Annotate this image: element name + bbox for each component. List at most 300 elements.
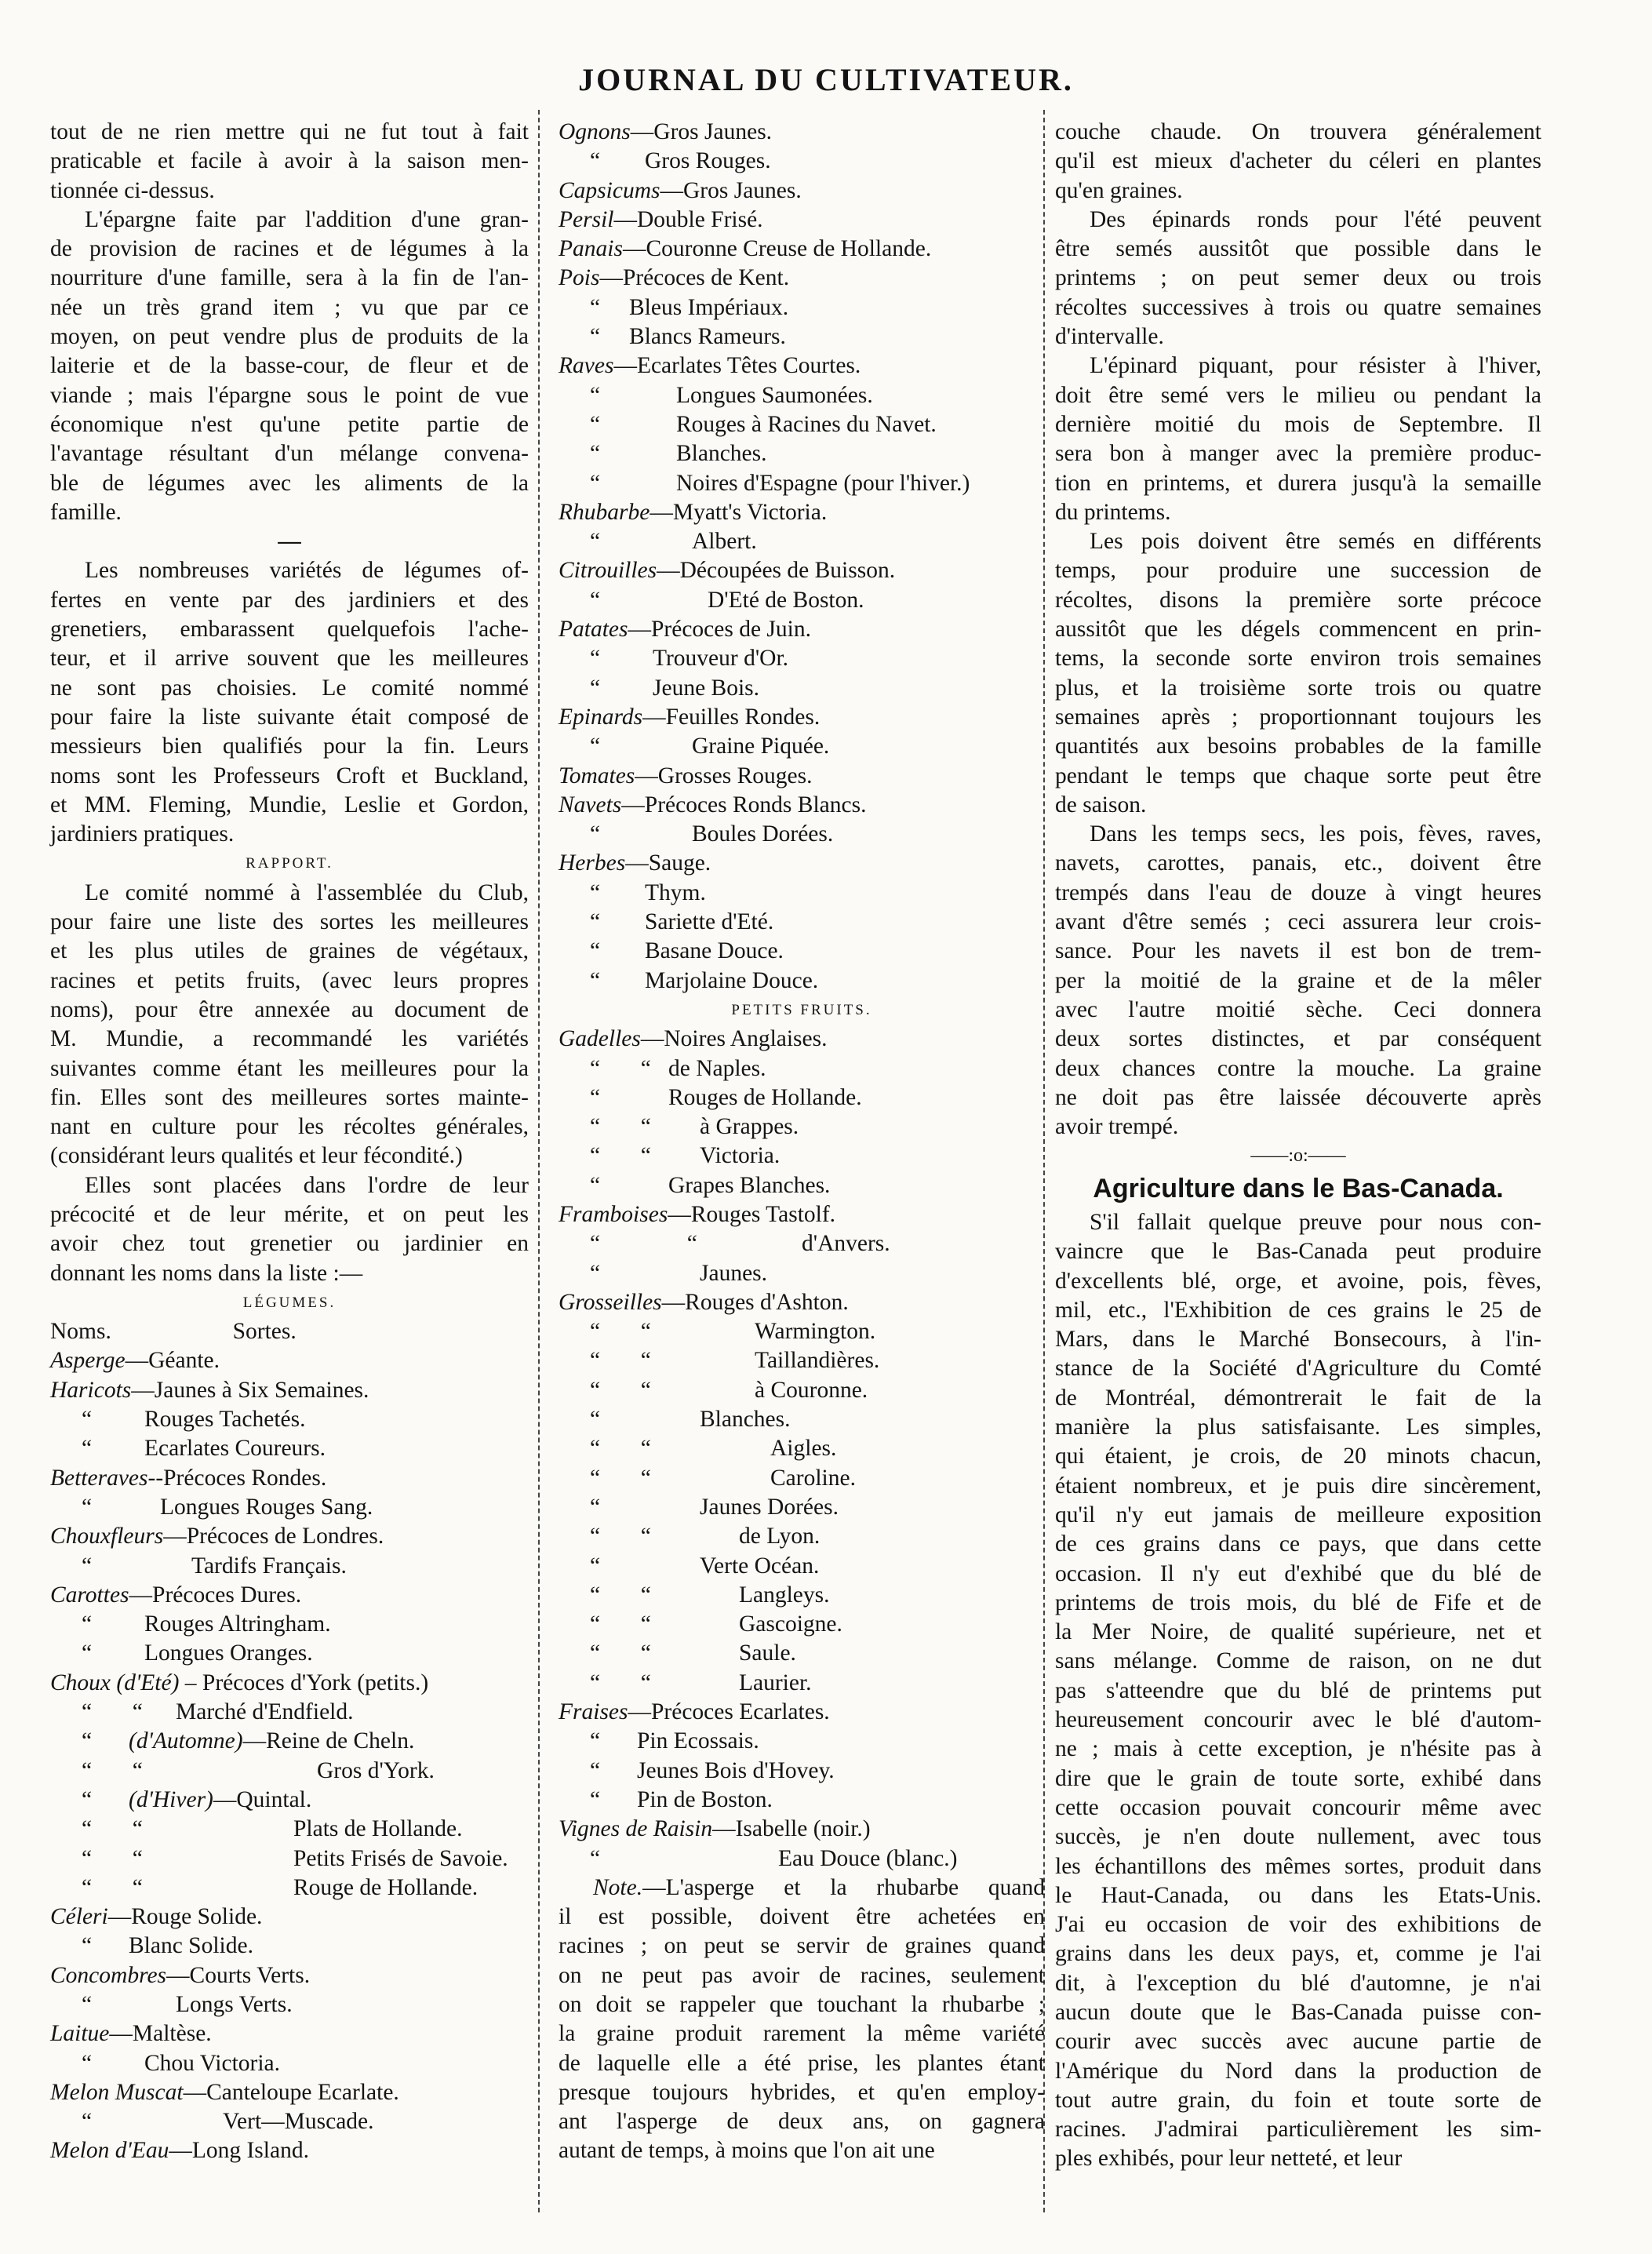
variety-sorts: —Maltèse. — [109, 2021, 212, 2047]
text-line: étaient nombreux, et je puis dire sincèrement, — [1055, 1473, 1541, 1498]
sub-variety-name: (d'Hiver) — [129, 1786, 213, 1812]
list-item — [559, 498, 1045, 527]
ditto-mark: “ — [82, 1728, 93, 1754]
note-label: Note. — [593, 1874, 643, 1900]
ditto-mark: “ — [590, 1757, 601, 1783]
variety-name: Chouxfleurs — [50, 1524, 164, 1549]
list-item — [559, 556, 1045, 585]
ditto-mark: “ — [82, 1553, 93, 1579]
note-text: de laquelle elle a été prise, les plantes étant — [559, 2050, 1045, 2076]
variety-sorts: Verte Océan. — [700, 1553, 820, 1579]
fruit-list — [559, 1025, 1045, 1873]
text-line: nourriture d'une famille, sera à la fin de l'an- — [50, 265, 529, 291]
list-item — [559, 177, 1045, 206]
variety-sorts: —Précoces de Kent. — [599, 265, 790, 291]
variety-sorts: Gascoigne. — [739, 1611, 842, 1637]
list-item — [50, 1346, 529, 1375]
text-line: récoltes, disons la première sorte précoce — [1055, 587, 1541, 613]
text-line: Les pois doivent être semés en différents — [1090, 529, 1541, 555]
text-line: plus, et la troisième sorte trois ou quatre — [1055, 675, 1541, 701]
paragraph — [1055, 351, 1541, 527]
list-item — [559, 351, 1045, 381]
text-line: tion en printems, et durera jusqu'à la semaille — [1055, 470, 1541, 496]
text-line: printems de trois mois, du blé de Fife et de — [1055, 1589, 1541, 1615]
seed-list — [559, 118, 1045, 996]
text-line: avoir trempé. — [1055, 1114, 1179, 1140]
variety-sorts: Jeunes Bois d'Hovey. — [637, 1757, 835, 1783]
list-item — [559, 439, 1045, 468]
ditto-mark: “ “ — [82, 1757, 143, 1783]
list-item — [559, 1464, 1045, 1493]
text-line — [559, 2136, 1045, 2165]
ditto-mark: “ — [590, 587, 601, 613]
list-item — [559, 1025, 1045, 1054]
text-line: Le comité nommé à l'assemblée du Club, — [85, 879, 529, 905]
variety-sorts: —Précoces de Juin. — [628, 617, 811, 643]
text-line: avec l'autre moitié sèche. Ceci donnera — [1055, 996, 1541, 1022]
text-line: nant en culture pour les récoltes générales, — [50, 1114, 529, 1140]
variety-name: Fraises — [559, 1699, 628, 1725]
list-item — [50, 1493, 529, 1522]
text-line: dire que le grain de toute sorte, exhibé dans — [1055, 1765, 1541, 1791]
list-item — [559, 1581, 1045, 1610]
text-line: tout autre grain, du foin et toute sorte de — [1055, 2087, 1541, 2113]
list-item — [559, 674, 1045, 703]
variety-name: Concombres — [50, 1962, 167, 1988]
text-line: S'il fallait quelque preuve pour nous con- — [1090, 1209, 1541, 1235]
text-line: les échantillons des mêmes sortes, produit dans — [1055, 1853, 1541, 1879]
list-item — [559, 1171, 1045, 1200]
ditto-mark: “ — [590, 1260, 601, 1286]
column-1 — [50, 118, 529, 2166]
ditto-mark: “ “ — [590, 1582, 651, 1608]
list-item — [559, 937, 1045, 966]
variety-name: Capsicums — [559, 177, 660, 203]
paragraph — [50, 1171, 529, 1288]
sub-variety-name: (d'Automne) — [129, 1728, 243, 1754]
column-rule — [538, 110, 540, 2212]
list-item — [50, 2049, 529, 2078]
list-item — [50, 1844, 529, 1873]
variety-sorts: —Couronne Creuse de Hollande. — [622, 236, 932, 262]
variety-sorts: Noires d'Espagne (pour l'hiver.) — [676, 470, 970, 496]
list-item — [559, 1288, 1045, 1317]
variety-sorts: Marché d'Endfield. — [176, 1699, 354, 1725]
ditto-mark: “ — [82, 1407, 93, 1433]
list-item — [559, 1200, 1045, 1229]
list-item — [559, 1317, 1045, 1346]
ditto-mark: “ — [590, 148, 601, 174]
ornament: ——:o:—— — [1250, 1145, 1346, 1167]
section-heading: RAPPORT. — [246, 855, 333, 872]
variety-sorts: —Quintal. — [213, 1786, 312, 1812]
column-2 — [559, 118, 1045, 2166]
list-item — [559, 1229, 1045, 1258]
ditto-mark: “ “ — [82, 1699, 143, 1725]
paragraph — [1055, 527, 1541, 820]
variety-name: Haricots — [50, 1377, 132, 1403]
text-line: ble de légumes avec les aliments de la — [50, 470, 529, 496]
list-item — [559, 1376, 1045, 1405]
text-line: fin. Elles sont des meilleures sortes mainte- — [50, 1084, 529, 1110]
variety-sorts: Blancs Rameurs. — [629, 324, 786, 350]
text-line: qu'il n'y eut jamais de meilleure exposition — [1055, 1502, 1541, 1528]
list-item — [559, 1552, 1045, 1581]
ditto-mark: “ “ — [82, 1874, 143, 1900]
text-line: racines et petits fruits, (avec leurs propres — [50, 967, 529, 993]
variety-sorts: Longs Verts. — [176, 1992, 293, 2017]
variety-sorts: Bleus Impériaux. — [629, 294, 789, 320]
ditto-mark: “ — [590, 909, 601, 935]
text-line: dernière moitié du mois de Septembre. Il — [1055, 411, 1541, 437]
text-line: sance. Pour les navets il est bon de trem- — [1055, 938, 1541, 964]
ditto-mark: “ — [82, 1611, 93, 1637]
variety-sorts: Rouges Altringham. — [144, 1611, 331, 1637]
paragraph — [50, 118, 529, 206]
list-item — [50, 1698, 529, 1727]
text-line: stance de la Société d'Agriculture du Comté — [1055, 1356, 1541, 1382]
note-text: on doit se rappeler que touchant la rhubarbe ; — [559, 1992, 1045, 2017]
variety-sorts: —Précoces Ecarlates. — [628, 1699, 830, 1725]
paragraph — [1055, 1208, 1541, 2174]
list-item — [50, 1961, 529, 1990]
variety-sorts: Blanc Solide. — [129, 1933, 253, 1959]
variety-sorts: Jaunes Dorées. — [700, 1494, 839, 1520]
text-line: d'intervalle. — [1055, 324, 1164, 350]
variety-name: Navets — [559, 792, 622, 817]
seed-list — [50, 1346, 529, 2165]
note-text: —L'asperge et la rhubarbe quand — [642, 1874, 1045, 1900]
list-item — [50, 1903, 529, 1932]
ditto-mark: “ — [82, 1786, 93, 1812]
ditto-mark: “ — [590, 967, 601, 993]
ditto-mark: “ — [590, 1407, 601, 1433]
variety-sorts: Saule. — [739, 1640, 796, 1666]
paragraph — [50, 879, 529, 1171]
text-line: (considérant leurs qualités et leur fécondité.) — [50, 1143, 463, 1169]
list-item — [559, 1142, 1045, 1171]
text-line: née un très grand item ; vu que par ce — [50, 294, 529, 320]
variety-name: Ognons — [559, 119, 631, 144]
text-line: teur, et il arrive souvent que les meilleures — [50, 646, 529, 672]
list-item — [50, 2019, 529, 2048]
list-item — [50, 1522, 529, 1551]
text-line: moyen, on peut vendre plus de produits de la — [50, 324, 529, 350]
list-item — [559, 615, 1045, 644]
list-item — [50, 1376, 529, 1405]
list-header — [50, 1317, 529, 1346]
list-item — [50, 1552, 529, 1581]
text-line: Les nombreuses variétés de légumes of- — [85, 558, 529, 584]
variety-sorts: Boules Dorées. — [692, 821, 834, 847]
list-item — [50, 1434, 529, 1463]
variety-sorts: —Feuilles Rondes. — [642, 704, 821, 730]
text-line: donnant les noms dans la liste :— — [50, 1260, 363, 1286]
ditto-mark: “ — [590, 646, 601, 672]
list-item — [559, 879, 1045, 908]
text-line: et les plus utiles de graines de végétaux, — [50, 938, 529, 964]
ditto-mark: “ — [590, 821, 601, 847]
page-masthead: JOURNAL DU CULTIVATEUR. — [578, 62, 1074, 97]
text-line: fertes en vente par des jardiniers et des — [50, 587, 529, 613]
variety-sorts: —Noires Anglaises. — [640, 1026, 828, 1052]
ditto-mark: “ — [82, 2050, 93, 2076]
ditto-mark: “ — [590, 1728, 601, 1754]
list-item — [559, 1610, 1045, 1639]
list-item — [559, 235, 1045, 264]
variety-name: Melon Muscat — [50, 2079, 184, 2105]
list-item — [50, 1815, 529, 1844]
list-item — [559, 293, 1045, 322]
list-item — [50, 1581, 529, 1610]
text-line: suivantes comme étant les meilleures pour la — [50, 1055, 529, 1081]
ditto-mark: “ “ — [82, 1816, 143, 1842]
text-line — [559, 1961, 1045, 1990]
list-item — [559, 849, 1045, 878]
list-item — [559, 791, 1045, 820]
list-item — [559, 1434, 1045, 1463]
ditto-mark: “ — [590, 441, 601, 467]
text-line: manière la plus satisfaisante. Les simples, — [1055, 1415, 1541, 1440]
list-item — [559, 1346, 1045, 1375]
ditto-mark: “ “ — [590, 1436, 651, 1462]
text-line: L'épinard piquant, pour résister à l'hiver, — [1090, 353, 1541, 379]
variety-sorts: —Double Frisé. — [613, 206, 763, 232]
text-line — [559, 2049, 1045, 2078]
text-line: économique n'est qu'une petite partie de — [50, 411, 529, 437]
section-heading: PETITS FRUITS. — [731, 1001, 872, 1018]
variety-name: Céleri — [50, 1904, 108, 1930]
note-text: ant l'asperge de deux ans, on gagnera — [559, 2109, 1045, 2135]
variety-name: Framboises — [559, 1201, 668, 1227]
text-line: viande ; mais l'épargne sous le point de vue — [50, 382, 529, 408]
variety-sorts: Plats de Hollande. — [293, 1816, 463, 1842]
text-line: précocité et de leur mérite, et on peut les — [50, 1201, 529, 1227]
paragraph — [1055, 206, 1541, 351]
variety-sorts: --Précoces Rondes. — [147, 1465, 327, 1491]
variety-sorts: Chou Victoria. — [144, 2050, 281, 2076]
variety-name: Gadelles — [559, 1026, 641, 1052]
variety-name: Patates — [559, 617, 628, 643]
variety-sorts: —Précoces de Londres. — [163, 1524, 384, 1549]
text-line: sans mélange. Comme de raison, on ne dut — [1055, 1648, 1541, 1674]
variety-sorts: D'Eté de Boston. — [708, 587, 864, 613]
variety-sorts: Taillandières. — [755, 1348, 880, 1374]
variety-name: Pois — [559, 265, 600, 291]
variety-sorts: Warmington. — [755, 1319, 876, 1345]
variety-sorts: – Précoces d'York (petits.) — [179, 1670, 429, 1695]
text-line: succès, je n'en doute nullement, avec tous — [1055, 1824, 1541, 1850]
text-line: dit, à l'exception du blé d'automne, je n'ai — [1055, 1970, 1541, 1996]
text-line: aucun doute que le Bas-Canada puisse con- — [1055, 2000, 1541, 2025]
list-item — [559, 1844, 1045, 1873]
ditto-mark: “ — [590, 879, 601, 905]
list-item — [50, 1757, 529, 1786]
text-line: mil, etc., l'Exhibition de ces grains le 25 de — [1055, 1297, 1541, 1323]
note-text: racines ; on peut se servir de graines quand — [559, 1933, 1045, 1959]
text-line: couche chaude. On trouvera généralement — [1055, 119, 1541, 144]
variety-sorts: Trouveur d'Or. — [653, 646, 789, 672]
list-item — [559, 1786, 1045, 1815]
variety-sorts: —Rouge Solide. — [107, 1904, 263, 1930]
text-line: Dans les temps secs, les pois, fèves, raves, — [1090, 821, 1541, 847]
text-line: l'Amérique du Nord dans la production de — [1055, 2058, 1541, 2084]
variety-name: Grosseilles — [559, 1289, 662, 1315]
text-line: navets, carottes, panais, etc., doivent être — [1055, 850, 1541, 876]
text-line — [559, 2078, 1045, 2107]
list-item — [50, 1932, 529, 1961]
text-line: être semés aussitôt que possible dans le — [1055, 236, 1541, 262]
variety-sorts: —Reine de Cheln. — [242, 1728, 415, 1754]
list-item — [50, 2107, 529, 2136]
variety-sorts: Rouge de Hollande. — [293, 1874, 478, 1900]
list-item — [559, 1698, 1045, 1727]
variety-sorts: Graine Piquée. — [692, 734, 830, 759]
text-line — [559, 1873, 1045, 1903]
list-item — [50, 1786, 529, 1815]
variety-sorts: —Précoces Ronds Blancs. — [621, 792, 867, 817]
text-line: pour faire la liste suivante était composé de — [50, 704, 529, 730]
text-line — [559, 2107, 1045, 2136]
variety-sorts: Aigles. — [770, 1436, 837, 1462]
text-line: qu'en graines. — [1055, 177, 1183, 203]
text-line: cette occasion pouvait concourir même avec — [1055, 1794, 1541, 1820]
variety-sorts: —Grosses Rouges. — [635, 763, 813, 788]
list-item — [50, 1639, 529, 1668]
list-item — [559, 322, 1045, 351]
variety-sorts: —Isabelle (noir.) — [712, 1816, 871, 1842]
text-line — [559, 1903, 1045, 1932]
ditto-mark: “ “ — [590, 1611, 651, 1637]
text-line: laiterie et de la basse-cour, de fleur et de — [50, 353, 529, 379]
text-line: pour faire une liste des sortes les meilleures — [50, 909, 529, 935]
text-line: L'épargne faite par l'addition d'une gran- — [85, 206, 529, 232]
text-line: récoltes successives à trois ou quatre semaines — [1055, 294, 1541, 320]
text-line: temps, pour produire une succession de — [1055, 558, 1541, 584]
ditto-mark: “ — [590, 1084, 601, 1110]
list-item — [559, 644, 1045, 673]
text-line: racines. J'admirai particulièrement les sim- — [1055, 2117, 1541, 2143]
text-line: de provision de racines et de légumes à la — [50, 236, 529, 262]
variety-sorts: Rouges Tachetés. — [144, 1407, 306, 1433]
variety-sorts: Jeune Bois. — [653, 675, 760, 701]
text-line: deux chances contre la mouche. La graine — [1055, 1055, 1541, 1081]
text-line — [559, 1990, 1045, 2019]
text-line: J'ai eu occasion de voir des exhibitions de — [1055, 1912, 1541, 1938]
text-line: d'excellents blé, orge, et avoine, pois, fèves, — [1055, 1268, 1541, 1294]
separator: — — [278, 529, 301, 555]
variety-sorts: à Grappes. — [700, 1114, 799, 1140]
paragraph — [50, 206, 529, 527]
text-line: ne doit pas être laissée découverte après — [1055, 1084, 1541, 1110]
text-line: ne sont pas choisies. Le comité nommé — [50, 675, 529, 701]
note-text: on ne peut pas avoir de racines, seulement — [559, 1962, 1045, 1988]
variety-sorts: —Rouges d'Ashton. — [661, 1289, 849, 1315]
variety-sorts: Marjolaine Douce. — [645, 967, 819, 993]
list-item — [559, 264, 1045, 293]
variety-name: Raves — [559, 353, 614, 379]
ditto-mark: “ — [590, 529, 601, 555]
variety-sorts: Sariette d'Eté. — [645, 909, 774, 935]
variety-sorts: Grapes Blanches. — [668, 1172, 831, 1198]
ditto-mark: “ “ — [590, 1143, 651, 1169]
text-line: noms sont les Professeurs Croft et Buckland, — [50, 763, 529, 788]
variety-sorts: —Rouges Tastolf. — [668, 1201, 836, 1227]
list-item — [50, 1990, 529, 2019]
variety-sorts: de Lyon. — [739, 1524, 821, 1549]
list-item — [50, 1873, 529, 1903]
text-line: le Haut-Canada, ou dans les Etats-Unis. — [1055, 1882, 1541, 1908]
text-line — [559, 2019, 1045, 2048]
list-item — [559, 1405, 1045, 1434]
text-line: M. Mundie, a recommandé les variétés — [50, 1026, 529, 1052]
variety-sorts: Jaunes. — [700, 1260, 768, 1286]
ditto-mark: “ — [590, 1786, 601, 1812]
text-line: trempés dans l'eau de douze à vingt heures — [1055, 879, 1541, 905]
text-line: deux sortes distinctes, et par conséquent — [1055, 1026, 1541, 1052]
list-item — [559, 206, 1045, 235]
text-line: de saison. — [1055, 792, 1147, 817]
ditto-mark: “ — [590, 1845, 601, 1871]
variety-sorts: Longues Oranges. — [144, 1640, 313, 1666]
variety-sorts: Longues Saumonées. — [676, 382, 873, 408]
variety-sorts: —Canteloupe Ecarlate. — [183, 2079, 399, 2105]
list-item — [559, 908, 1045, 937]
variety-name: Carottes — [50, 1582, 129, 1608]
text-line: tems, la seconde sorte environ trois semaines — [1055, 646, 1541, 672]
text-line: noms), pour être annexée au document de — [50, 996, 529, 1022]
text-line: vaincre que le Bas-Canada peut produire — [1055, 1239, 1541, 1265]
variety-name: Rhubarbe — [559, 499, 650, 525]
list-item — [50, 2078, 529, 2107]
variety-sorts: —Précoces Dures. — [129, 1582, 302, 1608]
variety-name: Melon d'Eau — [50, 2138, 169, 2164]
variety-sorts: Caroline. — [770, 1465, 856, 1491]
variety-name: Epinards — [559, 704, 643, 730]
variety-name: Panais — [559, 236, 623, 262]
text-line: ne ; mais à cette exception, je n'hésite pas à — [1055, 1736, 1541, 1762]
variety-name: Betteraves — [50, 1465, 148, 1491]
variety-sorts: —Sauge. — [625, 850, 711, 876]
list-item — [559, 1054, 1045, 1083]
variety-name: Herbes — [559, 850, 626, 876]
list-item — [559, 1083, 1045, 1112]
text-line: famille. — [50, 499, 122, 525]
column-3 — [1055, 118, 1541, 2174]
ditto-mark: “ — [82, 1933, 93, 1959]
list-item — [50, 1727, 529, 1756]
text-line: et MM. Fleming, Mundie, Leslie et Gordon, — [50, 792, 529, 817]
list-item — [559, 1112, 1045, 1142]
ditto-mark: “ — [590, 324, 601, 350]
ditto-mark: “ — [82, 1640, 93, 1666]
text-line: grenetiers, embarassent quelquefois l'ache- — [50, 617, 529, 643]
text-line: avant d'être semés ; ceci assurera leur crois- — [1055, 909, 1541, 935]
text-line: semaines après ; proportionnant toujours les — [1055, 704, 1541, 730]
note-text: il est possible, doivent être achetées en — [559, 1904, 1045, 1930]
text-line: occasion. Il n'y eut d'exhibé que du blé de — [1055, 1560, 1541, 1586]
variety-name: Asperge — [50, 1348, 126, 1374]
ditto-mark: “ “ — [590, 1231, 697, 1257]
list-item — [559, 967, 1045, 996]
ditto-mark: “ — [82, 2109, 93, 2135]
text-line: pas s'atteendre que du blé de printems put — [1055, 1677, 1541, 1703]
text-line: heureusement concourir avec le blé d'autom- — [1055, 1707, 1541, 1733]
header-sortes: Sortes. — [232, 1319, 297, 1345]
variety-sorts: —Gros Jaunes. — [630, 119, 773, 144]
list-item — [559, 1259, 1045, 1288]
ditto-mark: “ “ — [590, 1348, 651, 1374]
